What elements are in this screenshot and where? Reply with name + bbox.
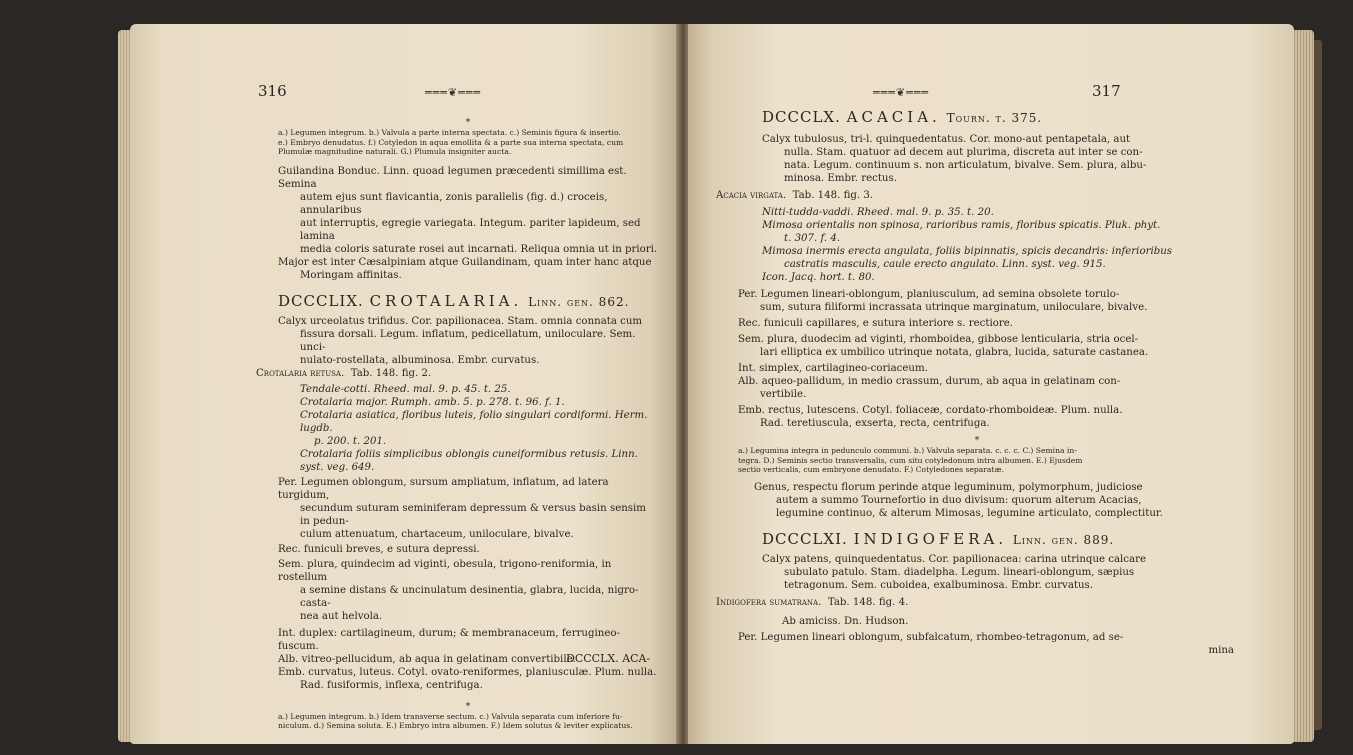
footnote-bottom: a.) Legumen integrum. b.) Idem transverse sectum. c.) Valvula separata cum inferiore fu- niculum. d.) Semina soluta. E.) Embryo intra albumen. F.) Idem solutus & leviter explicatus. bbox=[278, 711, 633, 731]
species-line-2: Indigofera sumatrana. Tab. 148. fig. 4. bbox=[716, 596, 909, 608]
footnote: a.) Legumina integra in pedunculo communi. b.) Valvula separata. c. c. c. C.) Semina in- tegra. D.) Seminis sectio transversalis, cum situ cotyledonum intra albumen. E.) Ejusdem sectio verticalis, cum embryone denudato. F.) Cotyledones separatæ. bbox=[738, 446, 1083, 475]
page-number: 317 bbox=[1092, 82, 1121, 100]
page-number: 316 bbox=[258, 82, 287, 100]
pericarp-paragraph: Per. Legumen lineari-oblongum, planiusculum, ad semina obsolete torulo- sum, sutura filiformi incrassata utrinque marginatum, uniloculare, bivalve. bbox=[738, 289, 1148, 313]
footnote-marker: * bbox=[465, 118, 471, 128]
genus-heading: DCCCLX. ACACIA. Tourn. t. 375. bbox=[762, 108, 1043, 126]
integument-line: Int. duplex: cartilagineum, durum; & membranaceum, ferrugineo-fuscum. bbox=[278, 627, 620, 652]
pericarp-paragraph: Per. Legumen oblongum, sursum ampliatum, inflatum, ad latera turgidum, secundum suturam seminiferam depressum & versus basin sensim in pedun- culum attenuatum, chartaceum, uniloculare, bivalve. bbox=[278, 476, 646, 540]
left-content bbox=[256, 118, 658, 731]
integument-line: Int. simplex, cartilagineo-coriaceum. bbox=[738, 363, 928, 374]
embryo-paragraph: Emb. rectus, lutescens. Cotyl. foliaceæ, cordato-rhomboideæ. Plum. nulla. Rad. teretiuscula, exserta, recta, centrifuga. bbox=[738, 405, 1123, 429]
ornament-header: ═══❦═══ bbox=[425, 86, 481, 99]
guilandina-paragraph: Guilandina Bonduc. Linn. quoad legumen præcedenti simillima est. Semina autem ejus sunt flavicantia, zonis parallelis (fig. d.) croceis, annularibus aut interruptis, egregie variegata. Integum. pariter lapideum, sed lamina media coloris saturate rosei aut incarnati. Reliqua omnia ut in priori. bbox=[278, 165, 658, 255]
footnote-marker: * bbox=[465, 701, 471, 712]
footnote-top: a.) Legumen integrum. b.) Valvula a parte interna spectata. c.) Seminis figura & insertio. e.) Embryo denudatus. f.) Cotyledon in aqua emollita & a parte sua interna spectata, cum Plumulæ magnitudine naturali. G.) Plumula insigniter aucta. bbox=[278, 128, 624, 157]
catchword: DCCCLX. ACA- bbox=[566, 652, 651, 665]
receptacle-line: Rec. funiculi breves, e sutura depressi. bbox=[278, 543, 480, 555]
synonym-3: Mimosa inermis erecta angulata, foliis bipinnatis, spicis decandris: inferioribus castratis masculis, caule erecto angulato. Linn. syst. veg. 915. bbox=[762, 246, 1173, 270]
genus-heading: DCCCLIX. CROTALARIA. Linn. gen. 862. bbox=[278, 291, 630, 310]
semen-paragraph: Sem. plura, duodecim ad viginti, rhomboidea, gibbose lenticularia, stria ocel- lari elliptica ex umbilico utrinque notata, glabra, lucida, saturate castanea. bbox=[738, 334, 1149, 358]
synonym-1: Nitti-tudda-vaddi. Rheed. mal. 9. p. 35. t. 20. bbox=[762, 207, 994, 218]
pericarp-line-2-end: mina bbox=[1208, 644, 1234, 656]
albumen-paragraph: Alb. aqueo-pallidum, in medio crassum, durum, ab aqua in gelatinam con- vertibile. bbox=[738, 376, 1121, 400]
embryo-paragraph: Emb. curvatus, luteus. Cotyl. ovato-reniformes, planiusculæ. Plum. nulla. Rad. fusiformis, inflexa, centrifuga. bbox=[278, 666, 657, 691]
footnote-marker: * bbox=[974, 436, 980, 446]
source-line: Ab amiciss. Dn. Hudson. bbox=[782, 615, 909, 627]
book-cover-edge bbox=[1314, 40, 1322, 730]
synonym-3: Crotalaria asiatica, floribus luteis, folio singulari cordiformi. Herm. lugdb. p. 200. t. 201. bbox=[300, 409, 648, 447]
genus-remark: Genus, respectu florum perinde atque leguminum, polymorphum, judiciose autem a summo Tournefortio in duo divisum: quorum alterum Acacias, legumine continuo, & alterum Mimosas, legumine articulato, complectitur. bbox=[754, 481, 1163, 519]
left-page bbox=[130, 24, 678, 744]
genus-description: Calyx urceolatus trifidus. Cor. papilionacea. Stam. omnia connata cum fissura dorsali. Legum. inflatum, pedicellatum, uniloculare. Sem. unci- nulato-rostellata, albuminosa. Embr. curvatus. bbox=[278, 315, 643, 366]
right-content bbox=[716, 108, 1238, 657]
albumen-line: Alb. vitreo-pellucidum, ab aqua in gelatinam convertibile. bbox=[278, 653, 576, 665]
semen-paragraph: Sem. plura, quindecim ad viginti, obesula, trigono-reniformia, in rostellum a semine distans & uncinulatum desinentia, glabra, lucida, nigro-casta- nea aut helvola. bbox=[278, 558, 639, 622]
right-page bbox=[688, 24, 1294, 744]
right-page-edges bbox=[1292, 30, 1314, 742]
synonym-4: Crotalaria foliis simplicibus oblongis cuneiformibus retusis. Linn. syst. veg. 649. bbox=[300, 448, 638, 473]
synonym-1: Tendale-cotti. Rheed. mal. 9. p. 45. t. 25. bbox=[300, 383, 511, 395]
receptacle-line: Rec. funiculi capillares, e sutura interiore s. rectiore. bbox=[738, 318, 1013, 329]
synonym-2: Crotalaria major. Rumph. amb. 5. p. 278. t. 96. f. 1. bbox=[300, 396, 565, 408]
synonym-2: Mimosa orientalis non spinosa, rarioribus ramis, floribus spicatis. Pluk. phyt. t. 307. f. 4. bbox=[762, 220, 1161, 244]
genus-heading-2: DCCCLXI. INDIGOFERA. Linn. gen. 889. bbox=[762, 529, 1115, 548]
major-paragraph: Major est inter Cæsalpiniam atque Guilandinam, quam inter hanc atque Moringam affinitas. bbox=[278, 256, 652, 281]
species-line: Acacia virgata. Tab. 148. fig. 3. bbox=[716, 190, 874, 201]
genus-description-2: Calyx patens, quinquedentatus. Cor. papilionacea: carina utrinque calcare subulato patulo. Stam. diadelpha. Legum. lineari-oblongum, sæpius tetragonum. Sem. cuboidea, exalbuminosa. Embr. curvatus. bbox=[762, 553, 1146, 591]
ornament-header: ═══❦═══ bbox=[873, 86, 929, 99]
synonym-4: Icon. Jacq. hort. t. 80. bbox=[762, 272, 875, 283]
pericarp-line-2: Per. Legumen lineari oblongum, subfalcatum, rhombeo-tetragonum, ad se- bbox=[738, 631, 1124, 643]
genus-description: Calyx tubulosus, tri-l. quinquedentatus. Cor. mono-aut pentapetala, aut nulla. Stam. quatuor ad decem aut plurima, discreta aut inter se con- nata. Legum. continuum s. non articulatum, bivalve. Sem. plura, albu- minosa. Embr. rectus. bbox=[762, 134, 1147, 184]
species-line: Crotalaria retusa. Tab. 148. fig. 2. bbox=[256, 367, 432, 379]
